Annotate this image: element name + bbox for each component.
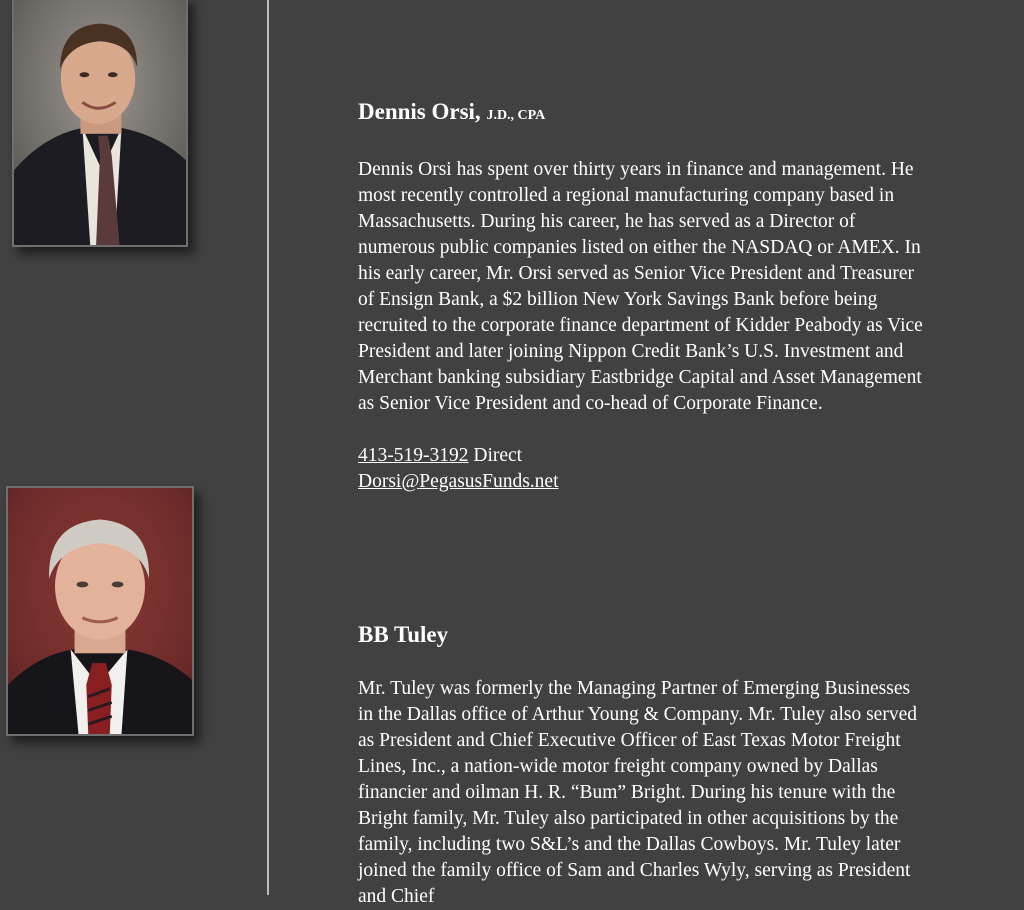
phone-label: Direct (473, 445, 523, 466)
bb-tuley-photo (6, 486, 194, 736)
person-credentials: J.D., CPA (486, 108, 546, 123)
person-bio: Mr. Tuley was formerly the Managing Partner of Emerging Businesses in the Dallas office of Arthur Young & Company. Mr. Tuley also served as President and Chief Executive Officer of East Texas Motor Freight Lines, Inc., a nation-wide motor freight company owned by Dallas financier and oilman H. R. “Bum” Bright. During his tenure with the Bright family, Mr. Tuley also participated in other acquisitions by the family, including two S&L’s and the Dallas Cowboys. Mr. Tuley later joined the family office of Sam and Charles Wyly, serving as President and Chief (358, 678, 917, 907)
person-name: Dennis Orsi, J.D., CPA (358, 99, 546, 124)
dennis-orsi-photo (12, 0, 188, 247)
contact-info (358, 443, 938, 495)
email-link[interactable]: Dorsi@PegasusFunds.net (358, 471, 559, 492)
phone-link[interactable]: 413-519-3192 (358, 445, 469, 466)
vertical-divider (267, 0, 269, 895)
person-bio: Dennis Orsi has spent over thirty years in finance and management. He most recently controlled a regional manufacturing company based in Massachusetts. During his career, he has served as a Director of numerous public companies listed on either the NASDAQ or AMEX. In his early career, Mr. Orsi served as Senior Vice President and Treasurer of Ensign Bank, a $2 billion New York Savings Bank before being recruited to the corporate finance department of Kidder Peabody as Vice President and later joining Nippon Credit Bank’s U.S. Investment and Merchant banking subsidiary Eastbridge Capital and Asset Management as Senior Vice President and co-head of Corporate Finance. (358, 159, 923, 414)
bio-bb-tuley (358, 620, 938, 910)
person-name: BB Tuley (358, 622, 449, 647)
bio-dennis-orsi (358, 97, 938, 495)
